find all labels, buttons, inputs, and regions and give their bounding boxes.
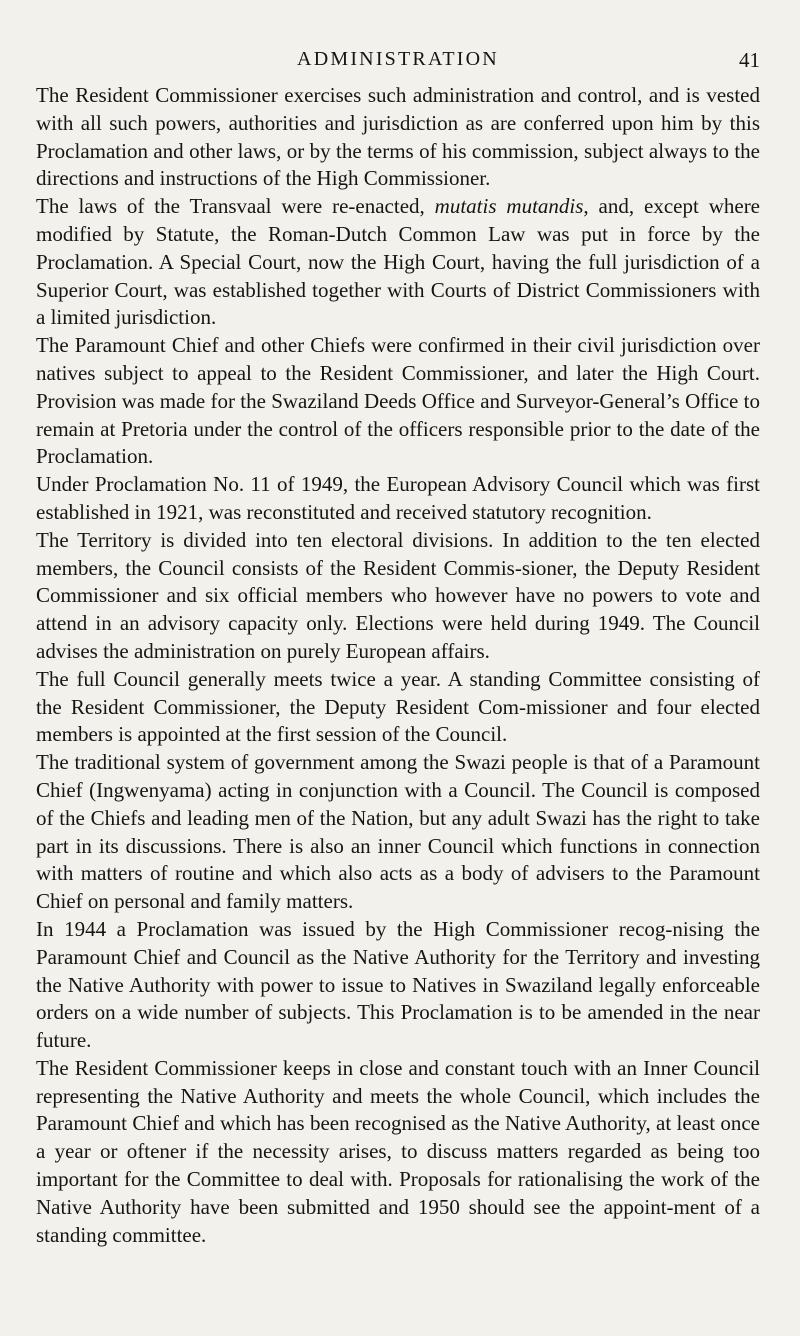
paragraph-advisory-council: Under Proclamation No. 11 of 1949, the European Advisory Council which was first established in 1921, was reconstituted and received statutory recognition. [36,472,760,524]
paragraph-native-authority-proclamation: In 1944 a Proclamation was issued by the High Commissioner recog-nising the Paramount Chief and Council as the Native Authority for the Territory and investing the Native Authority with power to issue to Natives in Swaziland legally enforceable orders on a wide number of subjects. This Proclamation is to be amended in the near future. [36,916,760,1053]
paragraph-resident-commissioner-powers: The Resident Commissioner exercises such administration and control, and is vested with all such powers, authorities and jurisdiction as are conferred upon him by this Proclamation and other laws, or by the terms of his commission, subject always to the directions and instructions of the High Commissioner. [36,83,760,191]
latin-phrase-emphasis: mutatis mutandis [434,194,584,219]
paragraph-transvaal-laws [36,193,760,332]
paragraph-chiefs-jurisdiction: The Paramount Chief and other Chiefs were confirmed in their civil jurisdiction over natives subject to appeal to the Resident Commissioner, and later the High Court. Provision was made for the Swaziland Deeds Office and Surveyor-General’s Office to remain at Pretoria under the control of the officers responsible prior to the date of the Proclamation. [36,333,760,469]
body-text [36,82,760,1249]
page-number: 41 [739,48,760,72]
running-header [36,42,760,82]
paragraph-electoral-divisions: The Territory is divided into ten electoral divisions. In addition to the ten elected members, the Council consists of the Resident Commis-sioner, the Deputy Resident Commissioner and six official members who however have no powers to vote and attend in an advisory capacity only. Elections were held during 1949. The Council advises the administration on purely European affairs. [36,527,760,663]
paragraph-standing-committee: The full Council generally meets twice a year. A standing Committee consisting of the Resident Commissioner, the Deputy Resident Com-missioner and four elected members is appointed at the first session of the Council. [36,666,760,747]
paragraph-inner-council: The Resident Commissioner keeps in close and constant touch with an Inner Council representing the Native Authority and meets the whole Council, which includes the Paramount Chief and which has been recognised as the Native Authority, at least once a year or oftener if the necessity arises, to discuss matters regarded as being too important for the Committee to deal with. Proposals for rationalising the work of the Native Authority have been submitted and 1950 should see the appoint-ment of a standing committee. [36,1055,760,1247]
paragraph-transvaal-laws-before: The laws of the Transvaal were re-enacted, [36,194,435,219]
paragraph-traditional-system: The traditional system of government among the Swazi people is that of a Paramount Chief (Ingwenyama) acting in conjunction with a Council. The Council is composed of the Chiefs and leading men of the Nation, but any adult Swazi has the right to take part in its discussions. There is also an inner Council which functions in connection with matters of routine and which also acts as a body of advisers to the Paramount Chief on personal and family matters. [36,750,760,914]
paragraph-transvaal-laws-after: , and, except where modified by Statute, the Roman-Dutch Common Law was put in force by the Proclamation. A Special Court, now the High Court, having the full jurisdiction of a Superior Court, was established together with Courts of District Commissioners with a limited jurisdiction. [36,194,761,330]
running-title: ADMINISTRATION [297,48,499,70]
